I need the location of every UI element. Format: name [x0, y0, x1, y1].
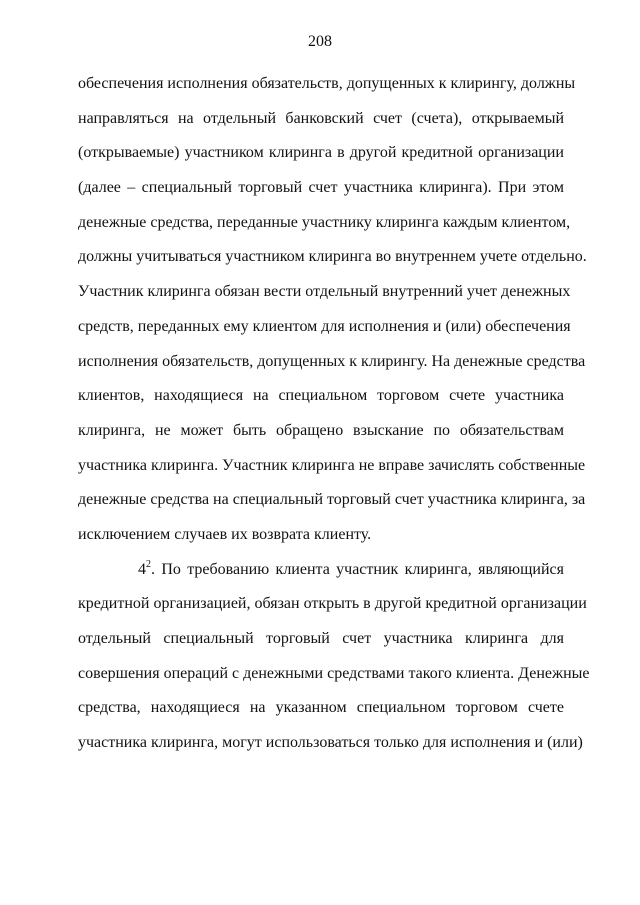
text-line: Участник клиринга обязан вести отдельный внутренний учет денежных [78, 283, 571, 301]
text-line: исключением случаев их возврата клиенту. [78, 525, 372, 543]
text-line: денежные средства, переданные участнику клиринга каждым клиентом, [78, 213, 571, 231]
paragraph-number-superscript: 2 [146, 558, 151, 570]
text-line: совершения операций с денежными средствами такого клиента. Денежные [78, 664, 590, 682]
text-line: направляться на отдельный банковский счет (счета), открываемый [78, 109, 564, 127]
text-line: (открываемые) участником клиринга в другой кредитной организации [78, 144, 564, 162]
text-line: средств, переданных ему клиентом для исполнения и (или) обеспечения [78, 317, 571, 335]
text-line: отдельный специальный торговый счет участника клиринга для [78, 630, 564, 647]
text-line: клиентов, находящиеся на специальном торговом счете участника [78, 387, 564, 405]
text-line: средства, находящиеся на указанном специальном торговом счете [78, 699, 564, 717]
text-line: участника клиринга. Участник клиринга не вправе зачислять собственные [78, 456, 586, 474]
text-line: кредитной организацией, обязан открыть в другой кредитной организации [78, 595, 587, 613]
text-line: участника клиринга, могут использоваться только для исполнения и (или) [78, 734, 583, 752]
text-line: обеспечения исполнения обязательств, допущенных к клирингу, должны [78, 75, 576, 92]
text-line: исполнения обязательств, допущенных к клирингу. На денежные средства [78, 352, 586, 370]
page-number: 208 [308, 33, 332, 50]
text-line: должны учитываться участником клиринга во внутреннем учете отдельно. [78, 248, 587, 266]
text-line: (далее – специальный торговый счет участника клиринга). При этом [78, 179, 564, 197]
paragraph-4-2-first-line [78, 553, 564, 588]
text-line-rest: . По требованию клиента участник клиринга, являющийся [151, 560, 564, 578]
paragraph-number: 4 [138, 560, 146, 578]
text-line: денежные средства на специальный торговый счет участника клиринга, за [78, 491, 586, 509]
text-line: клиринга, не может быть обращено взыскание по обязательствам [78, 421, 564, 439]
body-text [78, 67, 590, 761]
